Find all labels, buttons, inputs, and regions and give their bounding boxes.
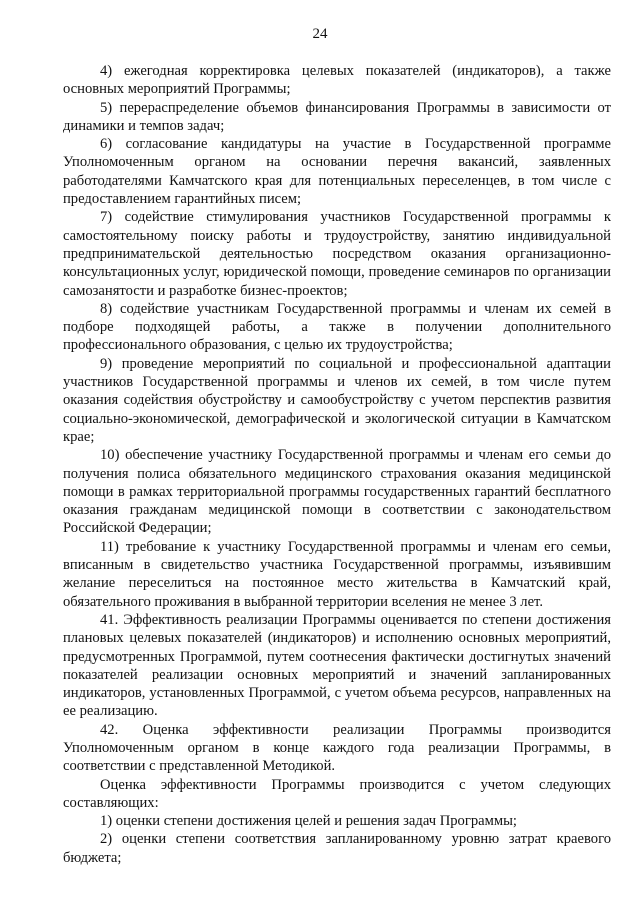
evaluation-item-2: 2) оценки степени соответствия запланированному уровню затрат краевого бюджета; <box>63 831 611 866</box>
list-item-10: 10) обеспечение участнику Государственной программы и членам его семьи до получения полиса обязательного медицинского страхования оказания медицинской помощи в рамках территориальной программы государственных гарантий бесплатного оказания гражданам медицинской помощи в соответствии с законодательством Российской Федерации; <box>63 447 611 537</box>
list-item-5: 5) перераспределение объемов финансирования Программы в зависимости от динамики и темпов задач; <box>63 99 611 134</box>
page-number: 24 <box>312 26 328 42</box>
list-item-6: 6) согласование кандидатуры на участие в Государственной программе Уполномоченным органом на основании перечня вакансий, заявленных работодателями Камчатского края для потенциальных переселенцев, в том числе с предоставлением гарантийных писем; <box>63 136 611 208</box>
list-item-4: 4) ежегодная корректировка целевых показателей (индикаторов), а также основных мероприятий Программы; <box>63 63 611 98</box>
list-item-7: 7) содействие стимулирования участников Государственной программы к самостоятельному поиску работы и трудоустройству, занятию индивидуальной предпринимательской деятельностью посредством оказания организационно-консультационных услуг, юридической помощи, проведение семинаров по организации самозанятости и разработке бизнес-проектов; <box>63 209 611 299</box>
evaluation-item-1: 1) оценки степени достижения целей и решения задач Программы; <box>100 813 517 830</box>
evaluation-intro: Оценка эффективности Программы производится с учетом следующих составляющих: <box>63 776 611 811</box>
list-item-8: 8) содействие участникам Государственной программы и членам их семей в подборе подходящей работы, а также в получении дополнительного профессионального образования, с целью их трудоустройства; <box>63 300 611 354</box>
document-body <box>63 62 611 867</box>
clause-42: 42. Оценка эффективности реализации Программы производится Уполномоченным органом в конце каждого года реализации Программы, в соответствии с представленной Методикой. <box>63 721 611 775</box>
list-item-11: 11) требование к участнику Государственной программы и членам его семьи, вписанным в свидетельство участника Государственной программы, изъявившим желание переселиться на постоянное место жительства в Камчатский край, обязательного проживания в выбранной территории вселения не менее 3 лет. <box>63 538 611 610</box>
clause-41: 41. Эффективность реализации Программы оценивается по степени достижения плановых целевых показателей (индикаторов) и исполнению основных мероприятий, предусмотренных Программой, путем соотнесения фактически достигнутых значений показателей реализации основных мероприятий и значений запланированных индикаторов, установленных Программой, с учетом объема ресурсов, направленных на ее реализацию. <box>63 611 611 720</box>
list-item-9: 9) проведение мероприятий по социальной и профессиональной адаптации участников Государственной программы и членов их семей, в том числе путем оказания содействия обустройству и самообустройству с учетом перспектив развития социально-экономической, демографической и экологической ситуации в Камчатском крае; <box>63 355 611 445</box>
